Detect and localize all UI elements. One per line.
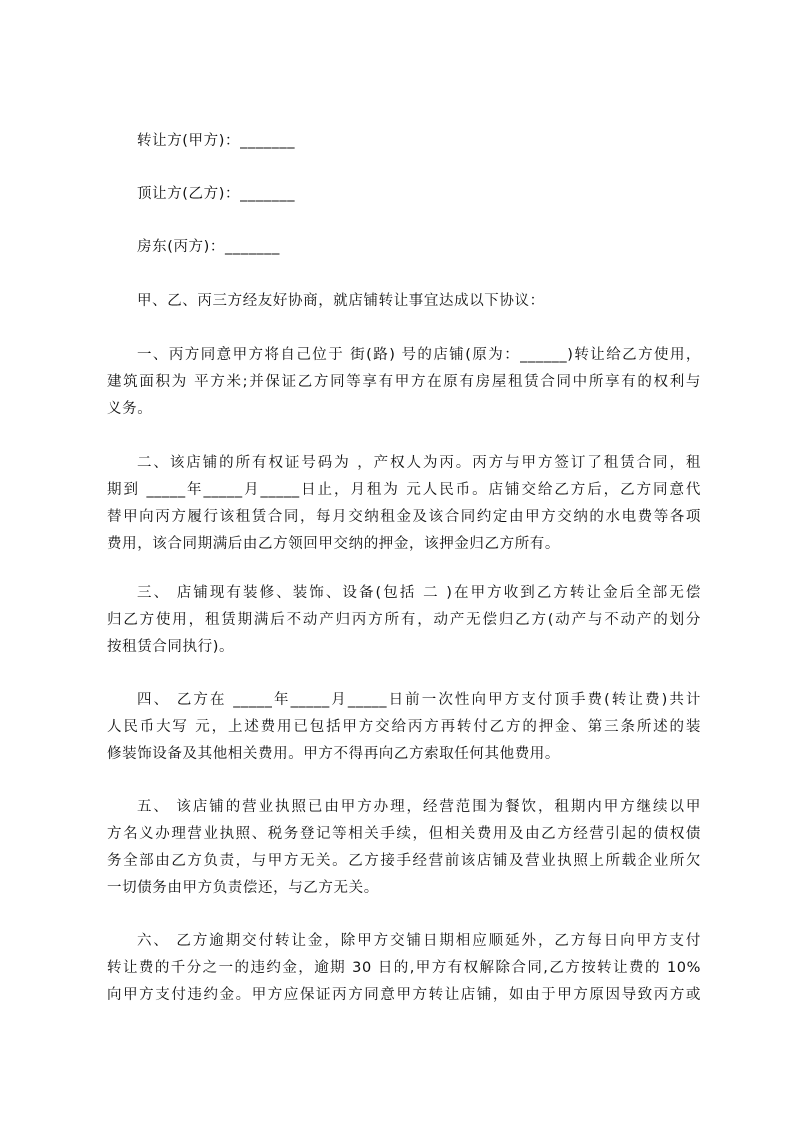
clause-5-line-3: 务全部由乙方负责，与甲方无关。乙方接手经营前该店铺及营业执照上所载企业所欠 (107, 853, 701, 869)
party-landlord: 房东(丙方)：_______ (137, 239, 280, 255)
party-transferor: 转让方(甲方)：_______ (137, 133, 296, 149)
clause-1-line-2: 建筑面积为 平方米;并保证乙方同等享有甲方在原有房屋租赁合同中所享有的权利与 (107, 374, 701, 390)
clause-6-line-3: 向甲方支付违约金。甲方应保证丙方同意甲方转让店铺，如由于甲方原因导致丙方或 (107, 987, 701, 1003)
clause-3-line-1: 三、 店铺现有装修、装饰、设备(包括 二 )在甲方收到乙方转让金后全部无偿 (137, 585, 701, 601)
clause-3-line-3: 按租赁合同执行)。 (107, 639, 235, 655)
clause-6-line-2: 转让费的千分之一的违约金，逾期 30 日的,甲方有权解除合同,乙方按转让费的 10% (107, 960, 701, 976)
clause-1-line-1: 一、丙方同意甲方将自己位于 街(路) 号的店铺(原为：______)转让给乙方使用， (137, 347, 701, 363)
clause-1-line-3: 义务。 (107, 401, 153, 417)
clause-2-line-1: 二、该店铺的所有权证号码为 ，产权人为丙。丙方与甲方签订了租赁合同，租 (137, 455, 701, 471)
clause-4-line-2: 人民币大写 元，上述费用已包括甲方交给丙方再转付乙方的押金、第三条所述的装 (107, 719, 701, 735)
clause-5-line-1: 五、 该店铺的营业执照已由甲方办理，经营范围为餐饮，租期内甲方继续以甲 (137, 799, 701, 815)
clause-6-line-1: 六、 乙方逾期交付转让金，除甲方交铺日期相应顺延外，乙方每日向甲方支付 (137, 933, 701, 949)
preamble: 甲、乙、丙三方经友好协商，就店铺转让事宜达成以下协议： (137, 293, 545, 309)
clause-2-line-2: 期到 _____年_____月_____日止，月租为 元人民币。店铺交给乙方后，乙方同意代 (107, 482, 701, 498)
clause-5-line-2: 方名义办理营业执照、税务登记等相关手续，但相关费用及由乙方经营引起的债权债 (107, 826, 701, 842)
clause-3-line-2: 归乙方使用，租赁期满后不动产归丙方所有，动产无偿归乙方(动产与不动产的划分 (107, 612, 701, 628)
clause-2-line-3: 替甲向丙方履行该租赁合同，每月交纳租金及该合同约定由甲方交纳的水电费等各项 (107, 509, 701, 525)
party-transferee: 顶让方(乙方)：_______ (137, 186, 296, 202)
clause-4-line-3: 修装饰设备及其他相关费用。甲方不得再向乙方索取任何其他费用。 (107, 746, 560, 762)
clause-4-line-1: 四、 乙方在 _____年_____月_____日前一次性向甲方支付顶手费(转让费)共计 (137, 692, 701, 708)
clause-2-line-4: 费用，该合同期满后由乙方领回甲交纳的押金，该押金归乙方所有。 (107, 536, 560, 552)
clause-5-line-4: 一切债务由甲方负责偿还，与乙方无关。 (107, 880, 379, 896)
